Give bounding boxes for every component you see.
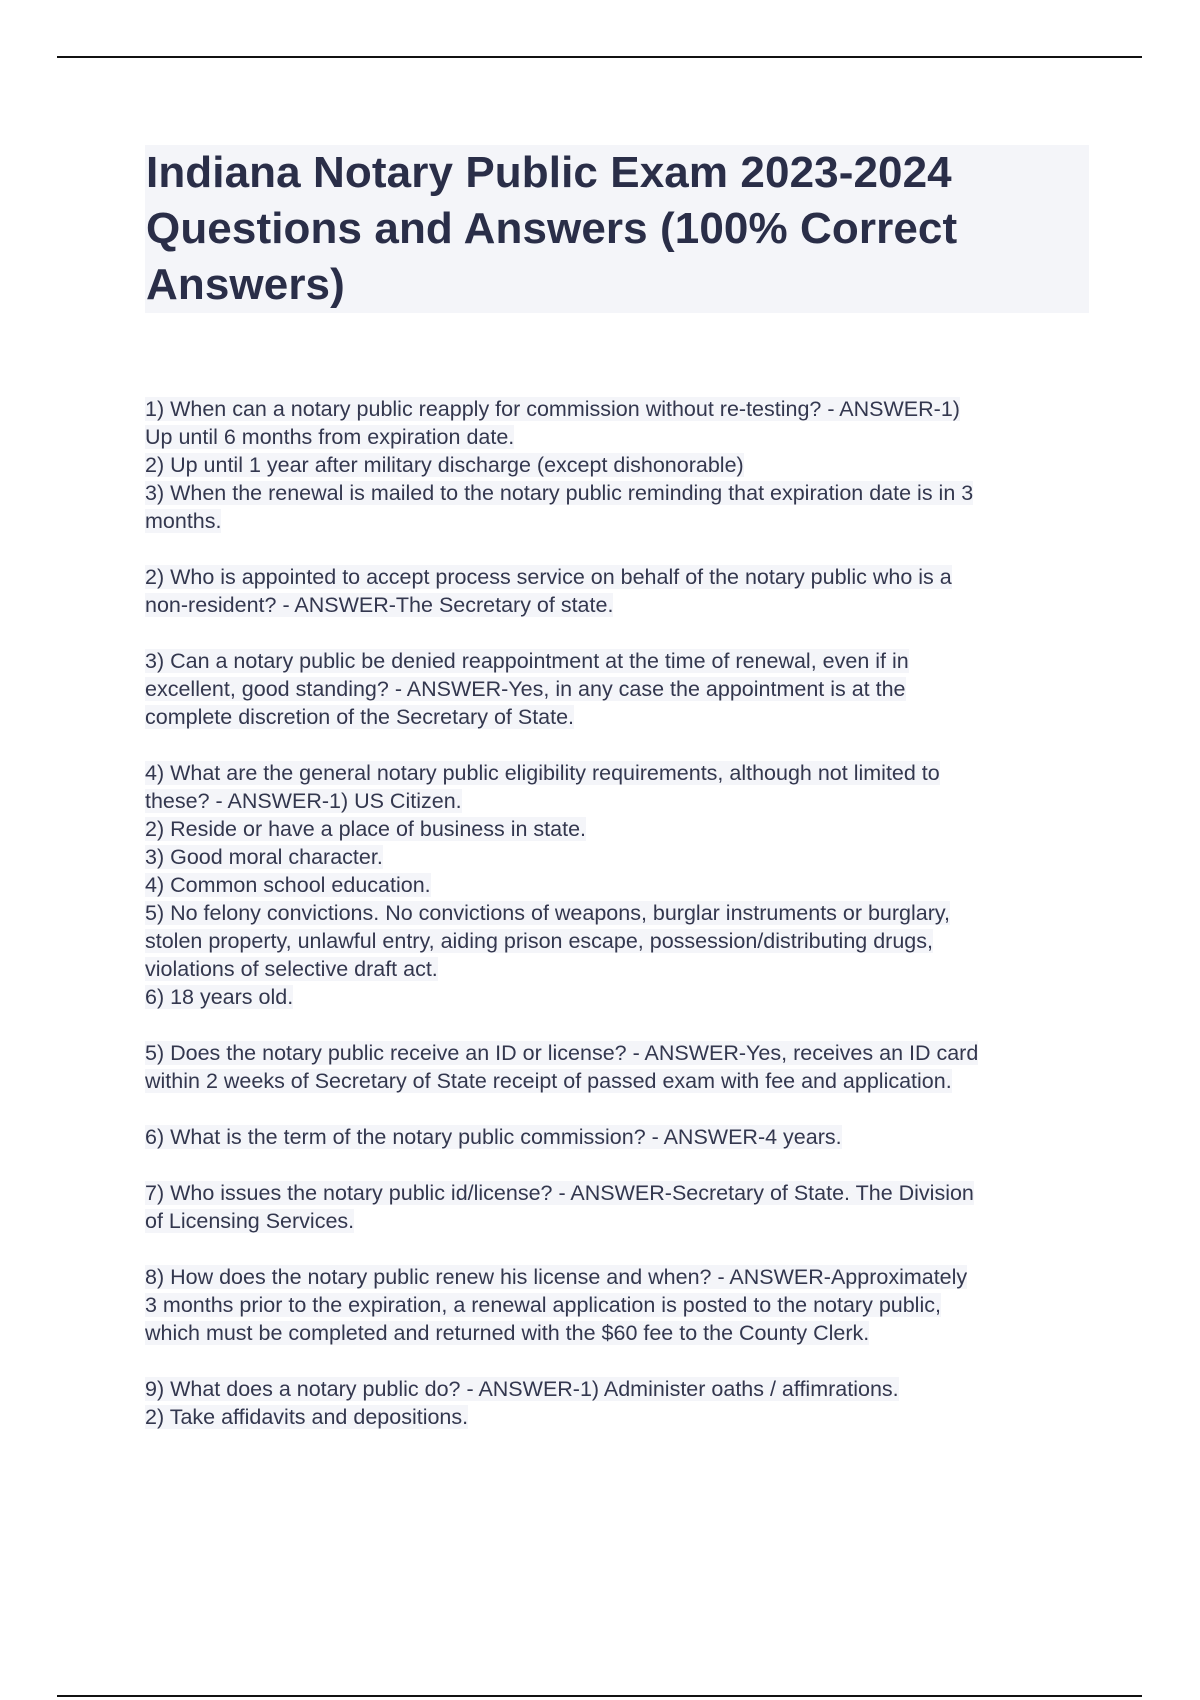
qa-line-text: within 2 weeks of Secretary of State receipt of passed exam with fee and application. [145,1069,952,1093]
qa-line [145,759,1095,787]
title-line: Indiana Notary Public Exam 2023-2024 [146,148,952,197]
qa-line [145,899,1095,927]
qa-line-text: 4) What are the general notary public eligibility requirements, although not limited to [145,761,940,785]
qa-line-text: 3 months prior to the expiration, a renewal application is posted to the notary public, [145,1293,941,1317]
qa-line-text: 2) Up until 1 year after military discharge (except dishonorable) [145,453,744,477]
qa-line [145,787,1095,815]
qa-line-text: 3) Good moral character. [145,845,383,869]
qa-line [145,479,1095,507]
qa-line [145,1263,1095,1291]
qa-line-text: 2) Reside or have a place of business in state. [145,817,587,841]
qa-line [145,983,1095,1011]
qa-line-text: 9) What does a notary public do? - ANSWER-1) Administer oaths / affimrations. [145,1377,899,1401]
header-rule [57,56,1142,58]
qa-line [145,451,1095,479]
qa-line-text: which must be completed and returned with the $60 fee to the County Clerk. [145,1321,870,1345]
title-line: Questions and Answers (100% Correct [146,204,958,253]
qa-line [145,1207,1095,1235]
qa-line-text: 5) No felony convictions. No convictions of weapons, burglar instruments or burglary, [145,901,951,925]
qa-item [145,1263,1095,1347]
qa-line-text: months. [145,509,222,533]
qa-item [145,1179,1095,1235]
qa-line [145,871,1095,899]
qa-line [145,563,1095,591]
qa-line-text: Up until 6 months from expiration date. [145,425,515,449]
qa-line [145,703,1095,731]
qa-line-text: excellent, good standing? - ANSWER-Yes, in any case the appointment is at the [145,677,906,701]
qa-item [145,395,1095,535]
qa-line-text: 1) When can a notary public reapply for commission without re-testing? - ANSWER-1) [145,397,960,421]
qa-item [145,647,1095,731]
qa-line-text: 4) Common school education. [145,873,431,897]
qa-line [145,927,1095,955]
qa-line-text: non-resident? - ANSWER-The Secretary of state. [145,593,614,617]
qa-line-text: 8) How does the notary public renew his license and when? - ANSWER-Approximately [145,1265,968,1289]
qa-line-text: of Licensing Services. [145,1209,355,1233]
qa-item [145,1123,1095,1151]
footer-rule [57,1695,1142,1697]
qa-item [145,563,1095,619]
qa-line [145,395,1095,423]
qa-line-text: 2) Who is appointed to accept process service on behalf of the notary public who is a [145,565,952,589]
qa-line-text: 3) When the renewal is mailed to the notary public reminding that expiration date is in 3 [145,481,974,505]
qa-line [145,1067,1095,1095]
qa-item [145,759,1095,1011]
title-line: Answers) [146,260,345,309]
qa-line [145,1291,1095,1319]
qa-line-text: 2) Take affidavits and depositions. [145,1405,469,1429]
qa-line [145,1039,1095,1067]
qa-line [145,843,1095,871]
qa-line [145,815,1095,843]
qa-line [145,675,1095,703]
document-title [145,145,1089,313]
document-title-block [145,145,1089,313]
qa-line-text: 5) Does the notary public receive an ID or license? - ANSWER-Yes, receives an ID card [145,1041,979,1065]
qa-line [145,591,1095,619]
qa-item [145,1039,1095,1095]
qa-line [145,1123,1095,1151]
qa-line-text: violations of selective draft act. [145,957,438,981]
qa-line [145,955,1095,983]
qa-line-text: 6) What is the term of the notary public commission? - ANSWER-4 years. [145,1125,842,1149]
qa-line [145,423,1095,451]
qa-line-text: 3) Can a notary public be denied reappointment at the time of renewal, even if in [145,649,909,673]
qa-line [145,507,1095,535]
qa-item [145,1375,1095,1431]
qa-line [145,1403,1095,1431]
qa-line-text: stolen property, unlawful entry, aiding prison escape, possession/distributing drugs, [145,929,933,953]
qa-line-text: complete discretion of the Secretary of State. [145,705,575,729]
qa-line-text: 7) Who issues the notary public id/license? - ANSWER-Secretary of State. The Division [145,1181,974,1205]
qa-line [145,1319,1095,1347]
qa-list [145,395,1095,1459]
qa-line [145,1179,1095,1207]
qa-line-text: these? - ANSWER-1) US Citizen. [145,789,462,813]
qa-line [145,1375,1095,1403]
qa-line [145,647,1095,675]
qa-line-text: 6) 18 years old. [145,985,294,1009]
